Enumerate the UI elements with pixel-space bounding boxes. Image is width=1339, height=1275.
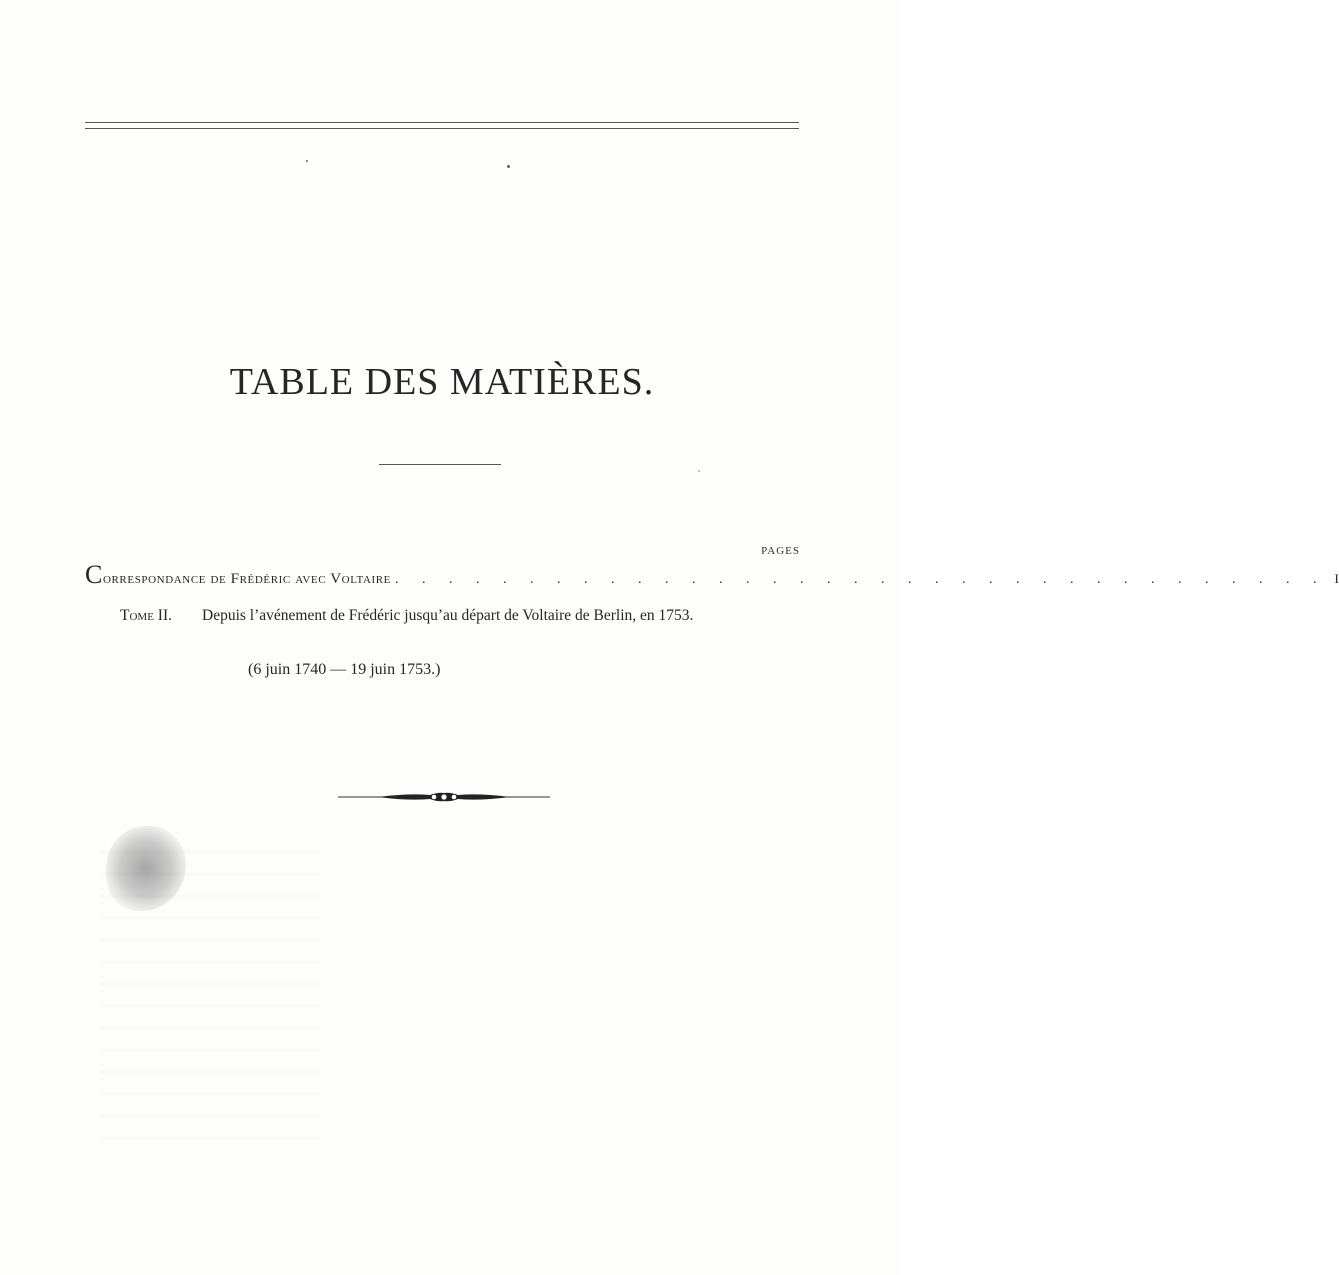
print-speck: [507, 165, 510, 168]
tome-label: Tome II.: [120, 607, 172, 624]
drop-initial: C: [85, 560, 103, 589]
toc-entry-page-number: I: [1334, 571, 1339, 586]
toc-entry-heading: [85, 560, 391, 590]
heading-text: orrespondance de Frédéric avec Voltaire: [102, 571, 392, 587]
top-double-rule: [85, 122, 799, 129]
page-title: TABLE DES MATIÈRES.: [229, 361, 655, 403]
print-speck: [698, 470, 700, 472]
tome-description: Depuis l’avénement de Frédéric jusqu’au départ de Voltaire de Berlin, en 1753.: [202, 607, 694, 624]
title-rule: [379, 464, 501, 465]
pages-column-label: PAGES: [761, 545, 800, 557]
dot-leader: . . . . . . . . . . . . . . . . . . . . . . . . . . . . . . . . . . .: [395, 572, 1327, 587]
print-speck: [306, 160, 308, 162]
ornament-divider: [338, 789, 550, 805]
toc-entry[interactable]: [85, 560, 1339, 590]
show-through-text: [100, 850, 320, 1150]
tome-date-range: (6 juin 1740 — 19 juin 1753.): [248, 661, 441, 678]
tome-entry: [120, 605, 760, 626]
